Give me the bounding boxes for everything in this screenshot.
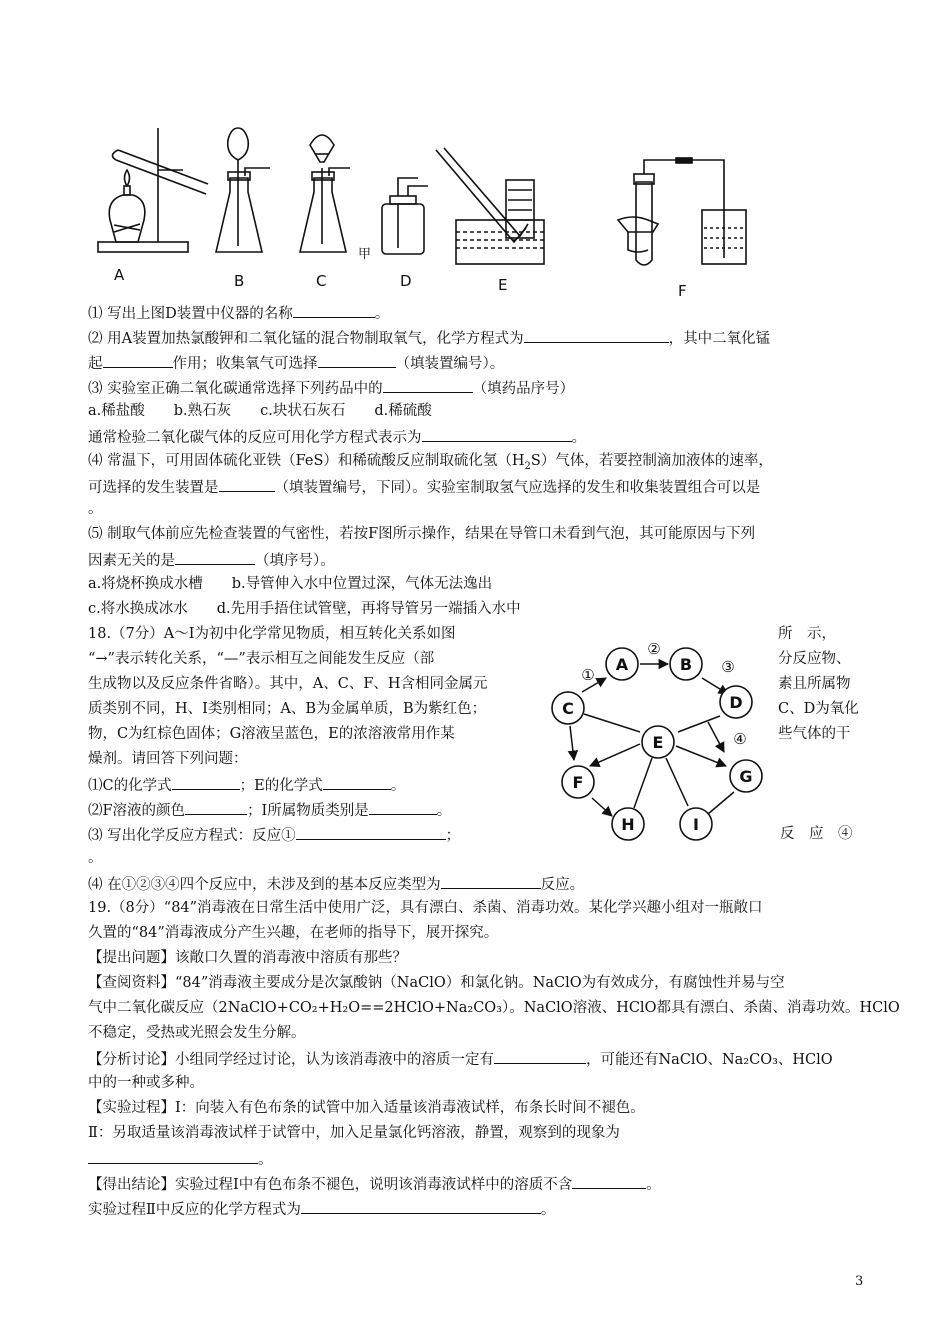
answer-blank[interactable] xyxy=(323,774,391,790)
answer-blank[interactable] xyxy=(441,873,541,889)
answer-blank[interactable] xyxy=(422,426,572,442)
q19-reference-3: 不稳定，受热或光照会发生分解。 xyxy=(88,1025,306,1041)
reaction-1-label: ① xyxy=(581,666,595,684)
label-d: D xyxy=(400,272,412,290)
node-label-i: I xyxy=(693,815,699,834)
q17-p5-cont: 因素无关的是 （填序号）。 xyxy=(88,549,335,571)
apparatus-c xyxy=(300,135,350,252)
label-a: A xyxy=(114,266,125,284)
edge-e-g xyxy=(676,746,726,766)
q18-l2: “→”表示转化关系，“—”表示相互之间能发生反应（部 xyxy=(88,651,435,667)
answer-blank[interactable] xyxy=(219,476,275,492)
node-label-b: B xyxy=(679,655,693,674)
q19-experiment-2: Ⅱ：另取适量该消毒液试样于试管中，加入足量氯化钙溶液，静置，观察到的现象为 xyxy=(88,1125,620,1141)
q19-reference-1: 【查阅资料】“84”消毒液主要成分是次氯酸钠（NaClO）和氯化钠。NaClO为有效成分，有腐蚀性并易与空 xyxy=(88,975,785,991)
edge-c-f xyxy=(570,726,574,760)
q19-conclusion: 【得出结论】实验过程Ⅰ中有色布条不褪色，说明该消毒液试样中的溶质不含 。 xyxy=(88,1173,661,1195)
answer-blank[interactable] xyxy=(572,1173,646,1189)
q18-s3-right: 反 应 ④ xyxy=(780,826,853,842)
node-label-e: E xyxy=(652,733,664,752)
q18-s1: ⑴C的化学式 ；E的化学式 。 xyxy=(88,774,405,796)
edge-e-i xyxy=(666,758,688,806)
answer-blank[interactable] xyxy=(293,302,375,318)
apparatus-d xyxy=(382,178,428,254)
q17-p2: ⑵ 用A装置加热氯酸钾和二氧化锰的混合物制取氧气，化学方程式为 ，其中二氧化锰 xyxy=(88,327,770,349)
node-label-f: F xyxy=(572,773,584,792)
q19-discussion: 【分析讨论】小组同学经过讨论，认为该消毒液中的溶质一定有 ，可能还有NaClO、Na₂CO₃、HClO xyxy=(88,1048,833,1070)
apparatus-b xyxy=(216,128,270,252)
answer-blank[interactable] xyxy=(172,774,240,790)
q18-r4: C、D为氧化 xyxy=(778,701,859,717)
node-label-h: H xyxy=(621,815,635,834)
answer-blank[interactable] xyxy=(524,327,669,343)
q19-experiment-2-answer: 。 xyxy=(88,1148,273,1170)
q18-l6: 燥剂。请回答下列问题： xyxy=(88,751,248,767)
q17-p4-end: 。 xyxy=(88,501,103,517)
q17-p1: ⑴ 写出上图D装置中仪器的名称 。 xyxy=(88,302,389,324)
q18-l4: 质类别不同，H、I类别相同；A、B为金属单质，B为紫红色； xyxy=(88,701,487,717)
q19-equation: 实验过程Ⅱ中反应的化学方程式为 。 xyxy=(88,1198,555,1220)
answer-blank[interactable] xyxy=(318,352,396,368)
edge-d-e xyxy=(678,716,720,732)
q18-r3: 素且所属物 xyxy=(778,676,851,692)
q17-p3-options: a.稀盐酸 b.熟石灰 c.块状石灰石 d.稀硫酸 xyxy=(88,403,432,419)
reaction-diagram xyxy=(548,634,784,850)
reaction-3-label: ③ xyxy=(721,658,735,676)
reaction-2-label: ② xyxy=(647,640,661,658)
label-e: E xyxy=(498,276,508,294)
q17-p3: ⑶ 实验室正确二氧化碳通常选择下列药品中的 （填药品序号） xyxy=(88,377,574,399)
q18-s3: ⑶ 写出化学反应方程式：反应① ； xyxy=(88,824,460,846)
edge-c-e xyxy=(584,714,640,732)
answer-blank[interactable] xyxy=(369,799,437,815)
label-b: B xyxy=(234,272,245,290)
answer-blank[interactable] xyxy=(88,1148,258,1164)
apparatus-e xyxy=(436,148,544,264)
label-jia: 甲 xyxy=(358,247,372,262)
q17-p5-options-2: c.将水换成冰水 d.先用手捂住试管壁，再将导管另一端插入水中 xyxy=(88,601,521,617)
q18-s4: ⑷ 在①②③④四个反应中，未涉及到的基本反应类型为 反应。 xyxy=(88,873,584,895)
apparatus-a xyxy=(98,128,208,252)
q19-reference-2: 气中二氧化碳反应（2NaClO+CO₂+H₂O==2HClO+Na₂CO₃）。NaClO溶液、HClO都具有漂白、杀菌、消毒功效。HClO xyxy=(88,1000,900,1016)
q18-r2: 分反应物、 xyxy=(778,651,851,667)
answer-blank[interactable] xyxy=(383,377,473,393)
q17-p2-cont: 起 作用；收集氧气可选择 （填装置编号）。 xyxy=(88,352,504,374)
answer-blank[interactable] xyxy=(175,549,255,565)
apparatus-figure xyxy=(88,120,788,298)
q19-l2: 久置的“84”消毒液成分产生兴趣，在老师的指导下，展开探究。 xyxy=(88,925,499,941)
page-number: 3 xyxy=(855,1274,864,1289)
q18-l3: 生成物以及反应条件省略）。其中，A、C、F、H含相同金属元 xyxy=(88,676,488,692)
answer-blank[interactable] xyxy=(301,1198,541,1214)
q17-p4-cont: 可选择的发生装置是 （填装置编号，下同）。实验室制取氢气应选择的发生和收集装置组合可以是 xyxy=(88,476,760,498)
edge-e-h xyxy=(634,758,652,808)
q18-r1: 所 示， xyxy=(778,626,836,642)
reaction-4-label: ④ xyxy=(733,730,747,748)
label-c: C xyxy=(316,272,327,290)
q19-discussion-cont: 中的一种或多种。 xyxy=(88,1075,204,1091)
q18-l1: 18.（7分）A～I为初中化学常见物质，相互转化关系如图 xyxy=(88,626,456,642)
apparatus-f xyxy=(618,158,746,265)
q18-r5: 些气体的干 xyxy=(778,726,851,742)
q17-p4: ⑷ 常温下，可用固体硫化亚铁（FeS）和稀硫酸反应制取硫化氢$(H_2S)$气体，若要控制滴加液体的速率， xyxy=(88,453,773,472)
answer-blank[interactable] xyxy=(103,352,173,368)
edge-g-i xyxy=(708,792,734,814)
q19-question: 【提出问题】该敞口久置的消毒液中溶质有那些？ xyxy=(88,950,407,966)
node-label-a: A xyxy=(615,655,629,674)
answer-blank[interactable] xyxy=(494,1048,586,1064)
answer-blank[interactable] xyxy=(185,799,247,815)
label-f: F xyxy=(678,282,687,298)
edge-f-h xyxy=(592,798,612,816)
edge-d-g xyxy=(708,722,724,752)
q18-l5: 物，C为红棕色固体；G溶液呈蓝色，E的浓溶液常用作某 xyxy=(88,726,455,742)
edge-e-f xyxy=(590,744,640,766)
q17-p5: ⑸ 制取气体前应先检查装置的气密性，若按F图所示操作，结果在导管口未看到气泡，其可能原因与下列 xyxy=(88,526,756,542)
node-label-g: G xyxy=(739,767,753,786)
q17-p5-options-1: a.将烧杯换成水槽 b.导管伸入水中位置过深，气体无法逸出 xyxy=(88,576,493,592)
q18-s3-end: 。 xyxy=(88,850,103,866)
q19-l1: 19.（8分）“84”消毒液在日常生活中使用广泛，具有漂白、杀菌、消毒功效。某化学兴趣小组对一瓶敞口 xyxy=(88,900,763,916)
answer-blank[interactable] xyxy=(296,824,446,840)
node-label-c: C xyxy=(562,699,574,718)
node-label-d: D xyxy=(729,693,743,712)
q18-s2: ⑵F溶液的颜色 ；I所属物质类别是 。 xyxy=(88,799,451,821)
q17-p3-cont: 通常检验二氧化碳气体的反应可用化学方程式表示为 。 xyxy=(88,426,586,448)
q19-experiment-1: 【实验过程】Ⅰ：向装入有色布条的试管中加入适量该消毒液试样，布条长时间不褪色。 xyxy=(88,1100,645,1116)
